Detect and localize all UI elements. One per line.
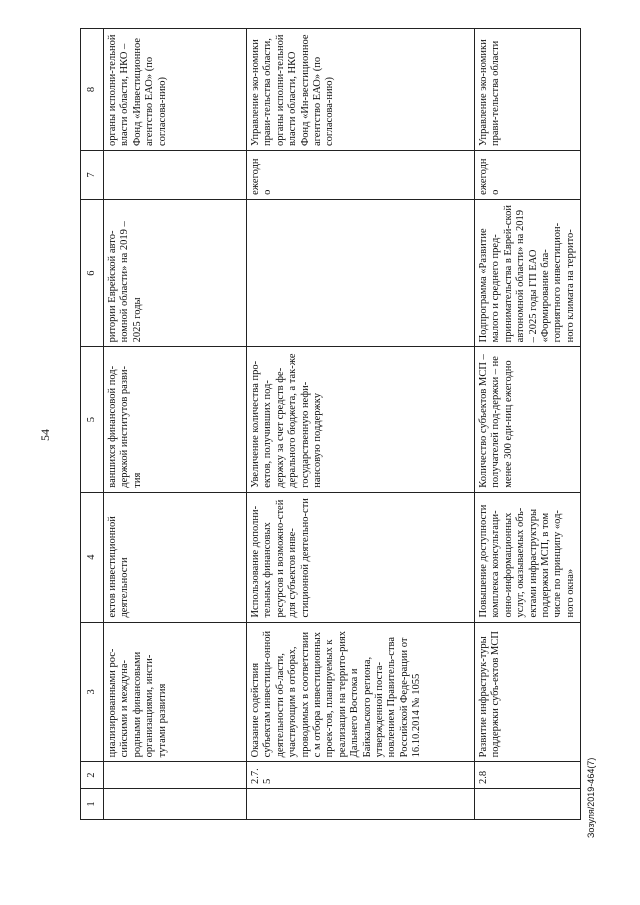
cell-code	[104, 762, 247, 789]
header-cell-4: 4	[81, 492, 104, 622]
cell-program: Подпрограмма «Развитие малого и среднего пред-принимательства в Еврей-ской автономной области» на 2019 – 2025 годы ГП ЕАО «Формирование бла-гоприятного инвестицион-ного климата на террито-	[475, 199, 581, 347]
header-cell-1: 1	[81, 788, 104, 819]
cell-indicator: Увеличение количества про-ектов, получивших под-держку за счет средств фе-дерального бюджета, а так-же государственную нефи-нансовую поддержку	[247, 347, 475, 492]
cell-period	[104, 151, 247, 200]
cell-period: ежегодно	[475, 151, 581, 200]
cell-code: 2.8	[475, 762, 581, 789]
cell-num	[104, 788, 247, 819]
header-cell-7: 7	[81, 151, 104, 200]
cell-result: ектов инвестиционной деятельности	[104, 492, 247, 622]
cell-result: Использование дополни-тельных финансовых ресурсов и возможно-стей для субъектов инве-стиционной деятельно-сти	[247, 492, 475, 622]
table-row	[475, 29, 581, 820]
cell-measure: Развитие инфраструк-туры поддержки субъ-ектов МСП	[475, 622, 581, 762]
table-row	[247, 29, 475, 820]
cell-indicator: ваншихся финансовой под-держкой институтов разви-тия	[104, 347, 247, 492]
header-cell-8: 8	[81, 29, 104, 151]
cell-program: ритории Еврейской авто-номной области» на 2019 – 2025 годы	[104, 199, 247, 347]
cell-num	[475, 788, 581, 819]
table-row	[104, 29, 247, 820]
cell-result: Повышение доступности комплекса консультаци-онно-информационных услуг, оказываемых объ-ектами инфраструктуры поддержки МСП, в том числе по принципу «од-ного окна»	[475, 492, 581, 622]
header-cell-5: 5	[81, 347, 104, 492]
header-cell-2: 2	[81, 762, 104, 789]
cell-period: ежегодно	[247, 151, 475, 200]
cell-measure: циализированными рос-сийскими и междуна-родными финансовыми организациями, инсти-тутами развития	[104, 622, 247, 762]
document-code: Зозуля/2019-464(7)	[586, 757, 596, 838]
header-cell-3: 3	[81, 622, 104, 762]
cell-executor: Управление эко-номики прави-тельства области	[475, 29, 581, 151]
header-row	[81, 29, 104, 820]
cell-executor: органы исполни-тельной власти области, НКО – Фонд «Инвестиционное агентство ЕАО» (по согласова-нию)	[104, 29, 247, 151]
plan-table-container	[80, 28, 576, 820]
header-cell-6: 6	[81, 199, 104, 347]
page-number: 54	[38, 429, 52, 441]
cell-measure: Оказание содействия субъектам инвестици-онной деятельности об-ласти, участвующим в отборах, проводимых в соответствии с м отбора инвестиционных проек-тов, планируемых к реализации на террито-риях Дальнего Востока и Байкальского региона, утвержденной поста-новлением Правитель-ства Российской Феде-рации от 16.10.2014 № 1055	[247, 622, 475, 762]
cell-indicator: Количество субъектов МСП – получателей под-держки – не менее 300 еди-ниц ежегодно	[475, 347, 581, 492]
cell-code: 2.7.5	[247, 762, 475, 789]
cell-num	[247, 788, 475, 819]
plan-table	[80, 28, 581, 820]
cell-program	[247, 199, 475, 347]
cell-executor: Управление эко-номики прави-тельства области, органы исполни-тельной власти области, НКО Фонд «Ин-вестиционное агентство ЕАО» (по согласова-нию)	[247, 29, 475, 151]
